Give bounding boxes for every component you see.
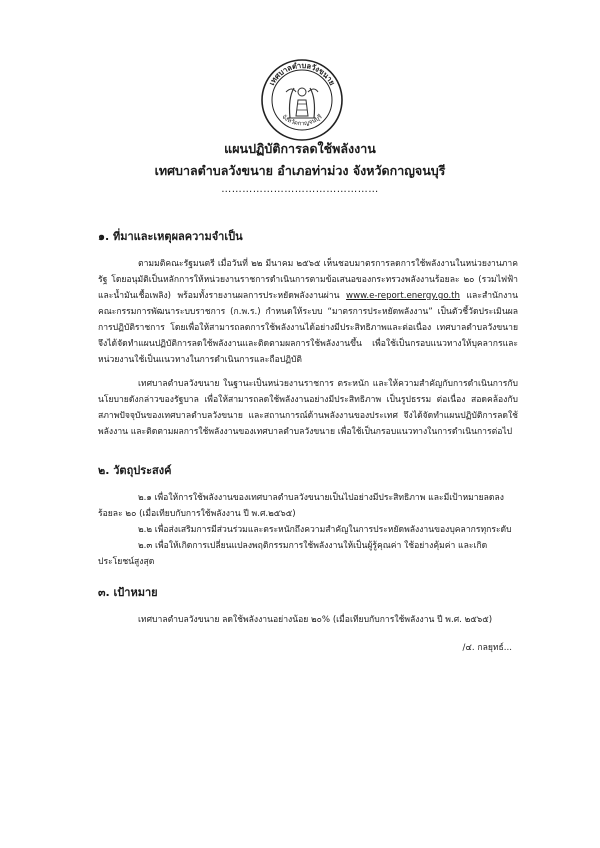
seal-emblem-icon [260,58,344,142]
section3-heading: ๓. เป้าหมาย [98,586,158,599]
seal-top-text: เทศบาลตำบลวังขนาย [267,60,337,87]
objective-item-2: ๒.๒ เพื่อส่งเสริมการมีส่วนร่วมและตระหนักถึงความสำคัญในการประหยัดพลังงานของบุคลากรทุกระดับ [138,525,512,535]
section1-para1-start: ตามมติคณะรัฐมนตรี เมื่อวันที่ ๒๒ มีนาคม ๒๕๖๕ เห็นชอบมาตรการลดการใช้พลังงานในหน่วยงานภาครัฐ โดยอนุมัติเป็นหลักการให้หน่วยงานราชการดำเนินการตามข้อเสนอของกระทรวงพลังงานร้อยละ ๒๐ (รวมไฟฟ้าและน้ำมันเชื้อเพลิง) พร้อมทั้งรายงานผลการประหยัดพลังงานผ่าน [98,259,518,301]
seal-bottom-text: จังหวัดกาญจนบุรี [280,113,324,128]
title-divider: ……………………………………… [221,184,379,195]
e-report-link[interactable]: www.e-report.energy.go.th [346,291,461,301]
document-title: แผนปฏิบัติการลดใช้พลังงาน [224,141,376,156]
objective-item-3: ๒.๓ เพื่อให้เกิดการเปลี่ยนแปลงพฤติกรรมการใช้พลังงานให้เป็นผู้รู้คุณค่า ใช้อย่างคุ้มค่า และเกิดประโยชน์สูงสุด [98,541,488,567]
objective-item-1: ๒.๑ เพื่อให้การใช้พลังงานของเทศบาลตำบลวังขนายเป็นไปอย่างมีประสิทธิภาพ และมีเป้าหมายลดลงร้อยละ ๒๐ (เมื่อเทียบกับการใช้พลังงาน ปี พ.ศ.๒๕๖๕) [98,493,504,519]
municipality-seal [260,58,344,142]
section1-paragraph2: เทศบาลตำบลวังขนาย ในฐานะเป็นหน่วยงานราชการ ตระหนัก และให้ความสำคัญกับการดำเนินการกับนโยบายดังกล่าวของรัฐบาล เพื่อให้สามารถลดใช้พลังงานอย่างมีประสิทธิภาพ เป็นรูปธรรม ต่อเนื่อง สอดคล้องกับสภาพปัจจุบันของเทศบาลตำบลวังขนาย และสถานการณ์ด้านพลังงานของประเทศ จึงได้จัดทำแผนปฏิบัติการลดใช้พลังงาน และติดตามผลการใช้พลังงานของเทศบาลตำบลวังขนาย เพื่อใช้เป็นกรอบแนวทางในการดำเนินการต่อไป [98,379,518,437]
page-continuation: /๔. กลยุทธ์... [462,643,512,653]
document-subtitle: เทศบาลตำบลวังขนาย อำเภอท่าม่วง จังหวัดกาญจนบุรี [154,163,446,178]
section1-heading: ๑. ที่มาและเหตุผลความจำเป็น [98,230,243,243]
document-body [98,228,518,656]
section3-paragraph: เทศบาลตำบลวังขนาย ลดใช้พลังงานอย่างน้อย ๒๐% (เมื่อเทียบกับการใช้พลังงาน ปี พ.ศ. ๒๕๖๕) [138,615,493,625]
section2-heading: ๒. วัตถุประสงค์ [98,464,172,477]
section1-para1-end: และสำนักงานคณะกรรมการพัฒนาระบบราชการ (ก.พ.ร.) กำหนดให้ระบบ “มาตรการประหยัดพลังงาน” เป็นตัวชี้วัดประเมินผลการปฏิบัติราชการ โดยเพื่อให้สามารถลดการใช้พลังงานได้อย่างมีประสิทธิภาพและต่อเนื่อง เทศบาลตำบลวังขนาย จึงได้จัดทำแผนปฏิบัติการลดใช้พลังงานและติดตามผลการใช้พลังงานขึ้น เพื่อใช้เป็นกรอบแนวทางให้บุคลากรและหน่วยงานใช้เป็นแนวทางในการดำเนินการและถือปฏิบัติ [98,291,518,365]
section1-paragraph1 [98,256,518,368]
title-block [0,140,600,196]
